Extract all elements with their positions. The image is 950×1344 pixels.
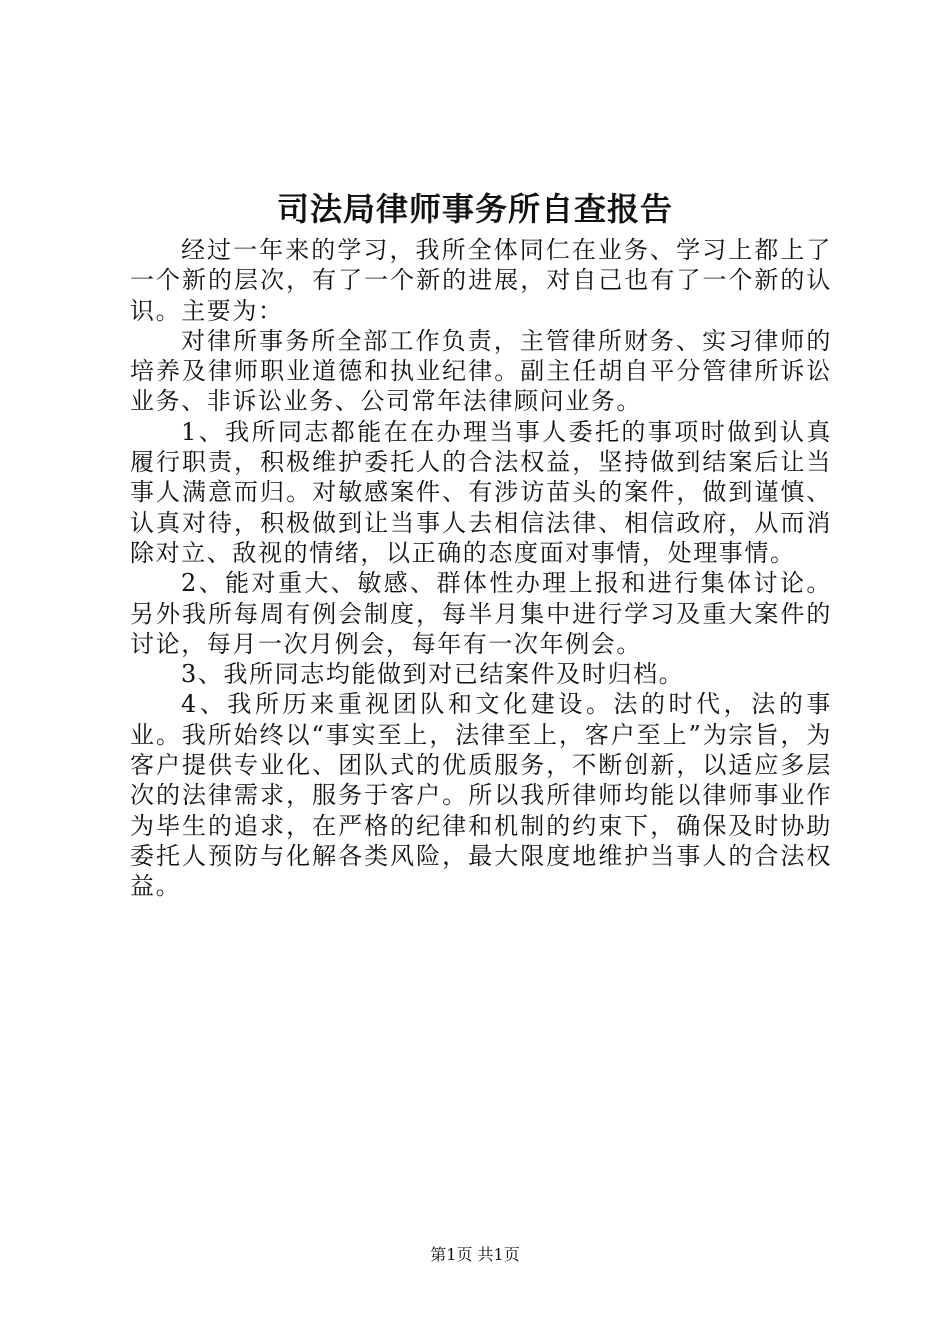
paragraph-responsibilities: 对律所事务所全部工作负责，主管律所财务、实习律师的培养及律师职业道德和执业纪律。副主任胡自平分管律所诉讼业务、非诉讼业务、公司常年法律顾问业务。 [130,326,832,416]
document-title: 司法局律师事务所自查报告 [276,190,673,228]
document-body [130,235,832,902]
page-footer: 第1页 共1页 [430,1245,520,1264]
paragraph-intro: 经过一年来的学习，我所全体同仁在业务、学习上都上了一个新的层次，有了一个新的进展，对自己也有了一个新的认识。主要为： [130,236,832,325]
paragraph-item-3: 3、我所同志均能做到对已结案件及时归档。 [181,660,685,689]
paragraph-item-1: 1、我所同志都能在在办理当事人委托的事项时做到认真履行职责，积极维护委托人的合法权益，坚持做到结案后让当事人满意而归。对敏感案件、有涉访苗头的案件，做到谨慎、认真对待，积极做到让当事人去相信法律、相信政府，从而消除对立、敌视的情绪，以正确的态度面对事情，处理事情。 [130,417,832,567]
paragraph-item-4: 4、我所历来重视团队和文化建设。法的时代，法的事业。我所始终以“事实至上，法律至上，客户至上”为宗旨，为客户提供专业化、团队式的优质服务，不断创新，以适应多层次的法律需求，服务于客户。所以我所律师均能以律师事业作为毕生的追求，在严格的纪律和机制的约束下，确保及时协助委托人预防与化解各类风险，最大限度地维护当事人的合法权益。 [130,690,832,901]
paragraph-item-2: 2、能对重大、敏感、群体性办理上报和进行集体讨论。另外我所每周有例会制度，每半月集中进行学习及重大案件的讨论，每月一次月例会，每年有一次年例会。 [130,569,832,658]
